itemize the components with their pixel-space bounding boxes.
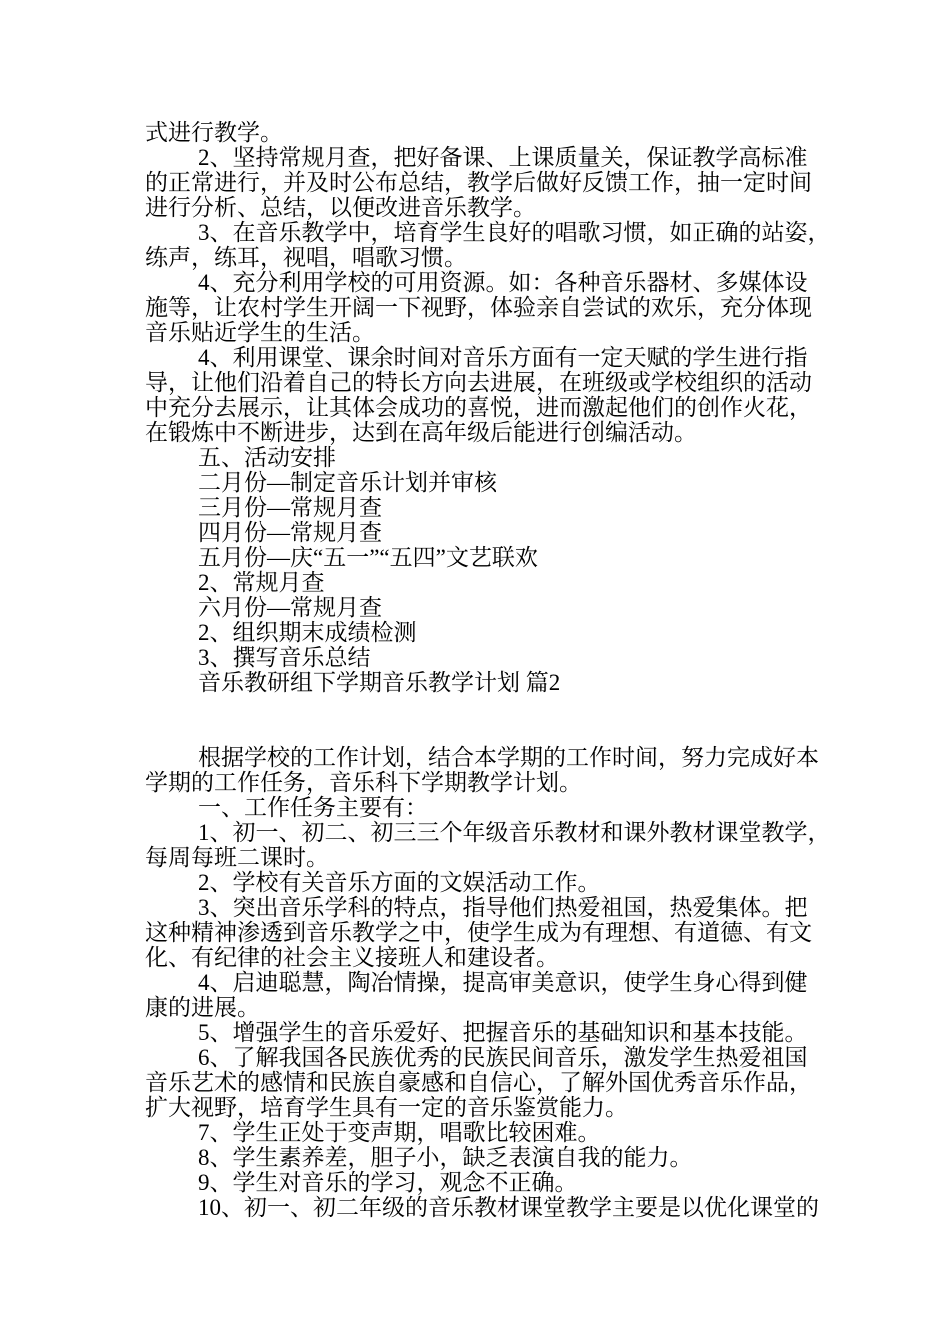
text-line: 音乐教研组下学期音乐教学计划 篇2 — [198, 670, 561, 695]
text-line: 2、组织期末成绩检测 — [198, 620, 417, 645]
text-line: 五、活动安排 — [198, 445, 336, 470]
text-line: 五月份—庆“五一”“五四”文艺联欢 — [198, 545, 538, 570]
text-line: 10、初一、初二年级的音乐教材课堂教学主要是以优化课堂的 — [198, 1195, 819, 1220]
text-line: 六月份—常规月查 — [198, 595, 382, 620]
text-line: 进行分析、总结，以便改进音乐教学。 — [145, 195, 536, 220]
text-line: 5、增强学生的音乐爱好、把握音乐的基础知识和基本技能。 — [198, 1020, 808, 1045]
text-line: 三月份—常规月查 — [198, 495, 382, 520]
text-line: 3、突出音乐学科的特点，指导他们热爱祖国，热爱集体。把 — [198, 895, 808, 920]
text-line: 2、学校有关音乐方面的文娱活动工作。 — [198, 870, 601, 895]
text-line: 练声，练耳，视唱，唱歌习惯。 — [145, 245, 467, 270]
text-line: 7、学生正处于变声期，唱歌比较困难。 — [198, 1120, 601, 1145]
text-line: 中充分去展示，让其体会成功的喜悦，进而激起他们的创作火花， — [145, 395, 812, 420]
text-line: 在锻炼中不断进步，达到在高年级后能进行创编活动。 — [145, 420, 697, 445]
text-line: 式进行教学。 — [145, 120, 283, 145]
text-line: 6、了解我国各民族优秀的民族民间音乐，激发学生热爱祖国 — [198, 1045, 808, 1070]
text-line: 化、有纪律的社会主义接班人和建设者。 — [145, 945, 559, 970]
text-line: 学期的工作任务，音乐科下学期教学计划。 — [145, 770, 582, 795]
text-line: 音乐艺术的感情和民族自豪感和自信心，了解外国优秀音乐作品， — [145, 1070, 812, 1095]
text-line: 2、常规月查 — [198, 570, 325, 595]
text-line: 4、启迪聪慧，陶冶情操，提高审美意识，使学生身心得到健 — [198, 970, 808, 995]
text-line: 康的进展。 — [145, 995, 260, 1020]
text-line: 8、学生素养差，胆子小，缺乏表演自我的能力。 — [198, 1145, 693, 1170]
text-line: 根据学校的工作计划，结合本学期的工作时间，努力完成好本 — [198, 745, 819, 770]
text-line: 9、学生对音乐的学习，观念不正确。 — [198, 1170, 578, 1195]
document-text-block — [145, 120, 845, 1220]
text-line: 这种精神渗透到音乐教学之中，使学生成为有理想、有道德、有文 — [145, 920, 812, 945]
text-line: 3、在音乐教学中，培育学生良好的唱歌习惯，如正确的站姿， — [198, 220, 831, 245]
text-line: 二月份—制定音乐计划并审核 — [198, 470, 497, 495]
text-line: 的正常进行，并及时公布总结，教学后做好反馈工作，抽一定时间 — [145, 170, 812, 195]
text-line: 扩大视野，培育学生具有一定的音乐鉴赏能力。 — [145, 1095, 628, 1120]
text-line: 4、利用课堂、课余时间对音乐方面有一定天赋的学生进行指 — [198, 345, 808, 370]
text-line — [145, 695, 845, 720]
text-line: 四月份—常规月查 — [198, 520, 382, 545]
text-line: 音乐贴近学生的生活。 — [145, 320, 375, 345]
text-line — [145, 720, 845, 745]
text-line: 一、工作任务主要有： — [198, 795, 428, 820]
text-line: 导，让他们沿着自己的特长方向去进展，在班级或学校组织的活动 — [145, 370, 812, 395]
text-line: 2、坚持常规月查，把好备课、上课质量关，保证教学高标准 — [198, 145, 808, 170]
text-line: 4、充分利用学校的可用资源。如：各种音乐器材、多媒体设 — [198, 270, 808, 295]
text-line: 每周每班二课时。 — [145, 845, 329, 870]
text-line: 施等，让农村学生开阔一下视野，体验亲自尝试的欢乐，充分体现 — [145, 295, 812, 320]
text-line: 3、撰写音乐总结 — [198, 645, 371, 670]
text-line: 1、初一、初二、初三三个年级音乐教材和课外教材课堂教学， — [198, 820, 831, 845]
